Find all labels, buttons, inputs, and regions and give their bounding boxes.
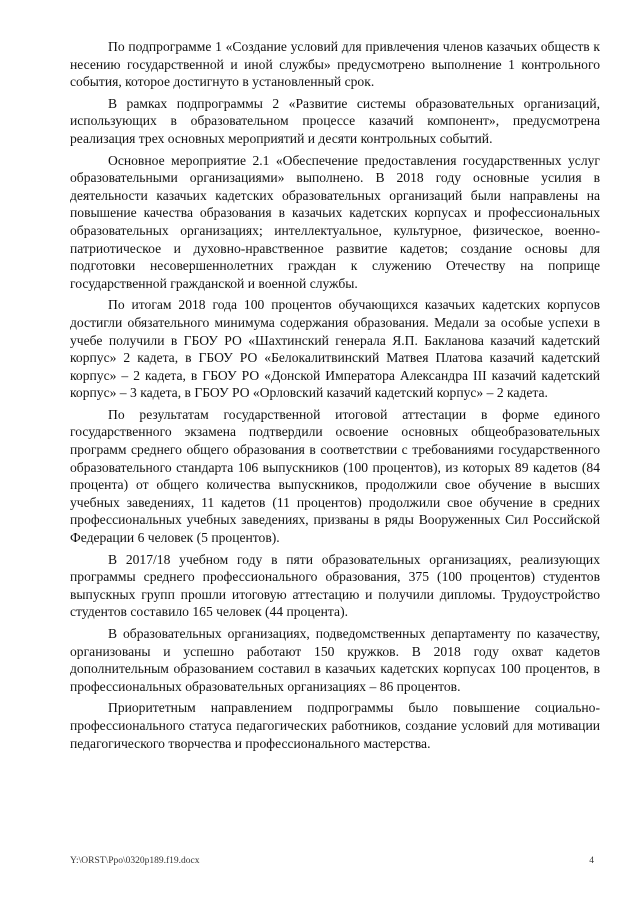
paragraph-2017-18-year: В 2017/18 учебном году в пяти образовательных организациях, реализующих программы среднего профессионального образования, 375 (100 процентов) студентов выпускных групп прошли итоговую аттестацию и получили дипломы. Трудоустройство студентов составило 165 человек (44 процента). <box>70 551 600 620</box>
paragraph-subprogram-2: В рамках подпрограммы 2 «Развитие системы образовательных организаций, использующих в образовательном процессе казачий компонент», предусмотрена реализация трех основных мероприятий и десяти контрольных событий. <box>70 95 600 146</box>
paragraph-state-attestation: По результатам государственной итоговой аттестации в форме единого государственного экзамена подтвердили освоение основных общеобразовательных программ среднего общего образования в соответствии с требованиями государственного образовательного стандарта 106 выпускников (100 процентов), из которых 89 кадетов (84 процента) от общего количества выпускников, продолжили свое обучение в высших учебных заведениях, 11 кадетов (11 процентов) продолжили свое обучение в средних профессиональных учебных заведениях, призваны в ряды Вооруженных Сил Российской Федерации 6 человек (5 процентов). <box>70 406 600 546</box>
document-body <box>70 38 600 756</box>
paragraph-main-activity-2-1: Основное мероприятие 2.1 «Обеспечение предоставления государственных услуг образовательными организациями» выполнено. В 2018 году основные усилия в деятельности казачьих кадетских образовательных организаций были направлены на повышение качества образования в казачьих кадетских корпусах и профессиональных образовательных организациях; интеллектуальное, культурное, физическое, военно-патриотическое и духовно-нравственное развитие кадетов; создание основы для подготовки несовершеннолетних граждан к служению Отечеству на поприще государственной гражданской и военной службы. <box>70 152 600 291</box>
paragraph-2018-results: По итогам 2018 года 100 процентов обучающихся казачьих кадетских корпусов достигли обязательного минимума содержания образования. Медали за особые успехи в учебе получили в ГБОУ РО «Шахтинский генерала Я.П. Бакланова казачий кадетский корпус» 2 кадета, в ГБОУ РО «Белокалитвинский Матвея Платова казачий кадетский корпус» – 2 кадета, в ГБОУ РО «Донской Императора Александра III казачий кадетский корпус» – 3 кадета, в ГБОУ РО «Орловский казачий кадетский корпус» – 2 кадета. <box>70 297 600 401</box>
paragraph-priority-direction: Приоритетным направлением подпрограммы было повышение социально-профессионального статуса педагогических работников, создание условий для мотивации педагогического творчества и профессионального мастерства. <box>70 700 600 751</box>
footer-file-path: Y:\ORST\Ppo\0320p189.f19.docx <box>70 856 200 866</box>
paragraph-clubs: В образовательных организациях, подведомственных департаменту по казачеству, организованы и успешно работают 150 кружков. В 2018 году охват кадетов дополнительным образованием составил в казачьих кадетских корпусах 100 процентов, в профессиональных образовательных организациях – 86 процентов. <box>70 626 600 694</box>
paragraph-subprogram-1: По подпрограмме 1 «Создание условий для привлечения членов казачьих обществ к несению государственной и иной службы» предусмотрено выполнение 1 контрольного события, которое достигнуто в установленный срок. <box>70 39 600 90</box>
page-number: 4 <box>589 856 594 866</box>
